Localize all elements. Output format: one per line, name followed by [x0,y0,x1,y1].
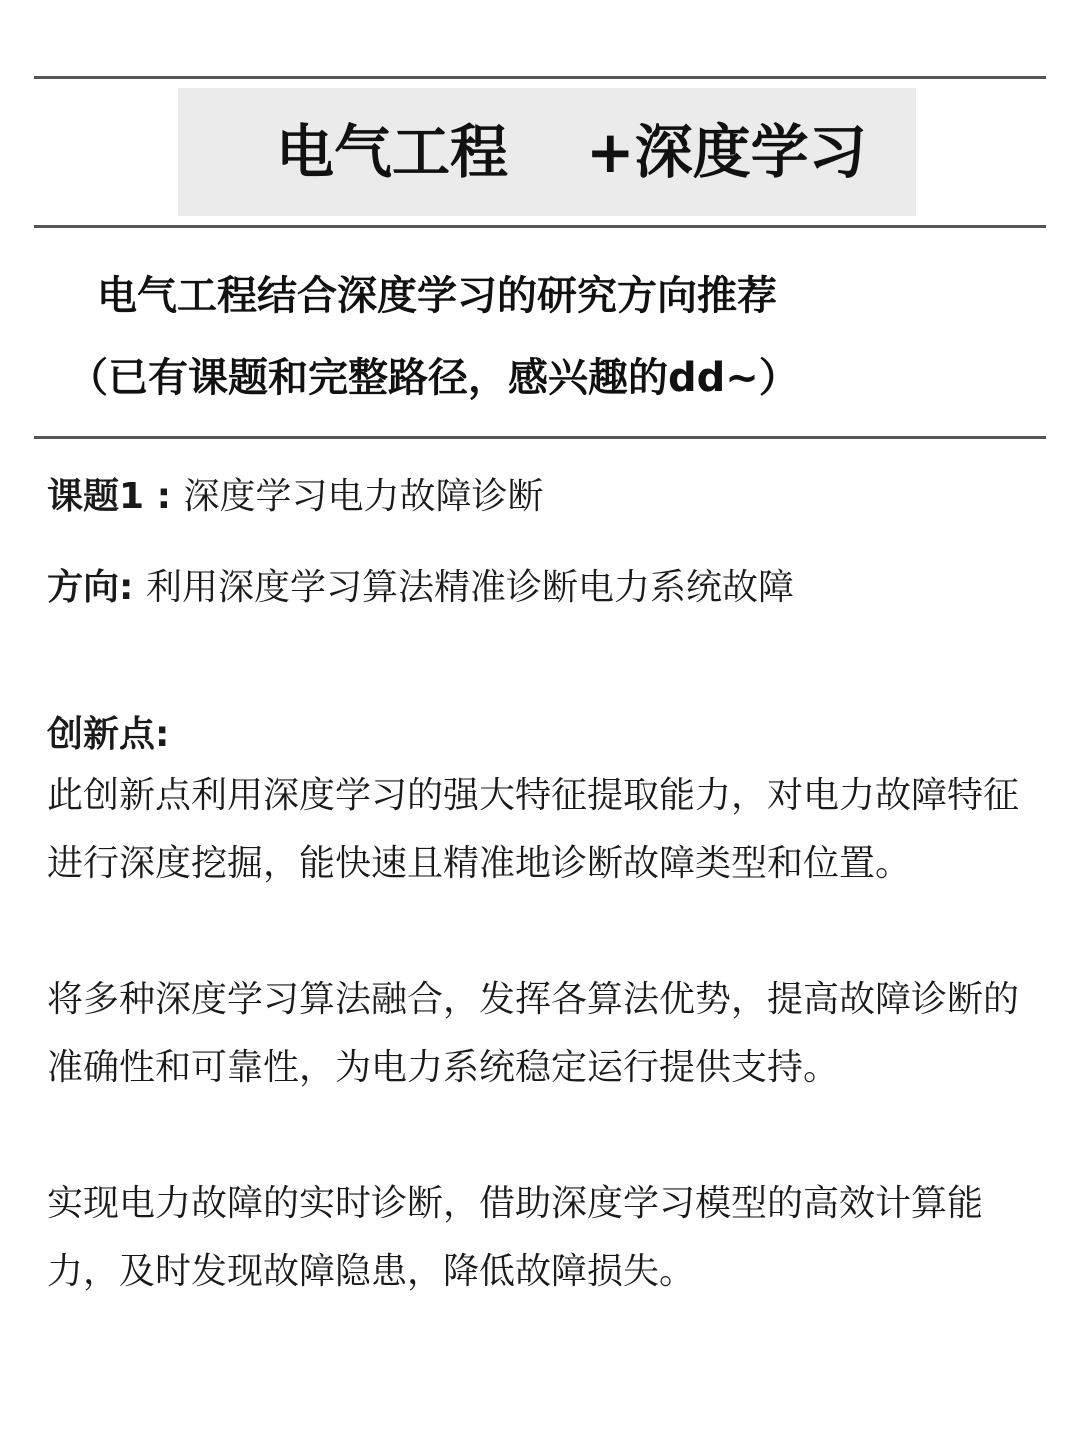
direction-value: 利用深度学习算法精准诊断电力系统故障 [145,567,794,608]
title-suffix: +深度学习 [586,118,867,186]
topic-value: 深度学习电力故障诊断 [183,476,544,517]
innovation-paragraph: 将多种深度学习算法融合，发挥各算法优势，提高故障诊断的准确性和可靠性，为电力系统稳定运行提供支持。 [47,979,1020,1088]
topic-label: 课题1 : [47,476,184,517]
title-main: 电气工程 [276,118,509,186]
innovation-paragraph: 实现电力故障的实时诊断，借助深度学习模型的高效计算能力，及时发现故障隐患，降低故障损失。 [47,1183,984,1292]
subtitle-line-2: （已有课题和完整路径，感兴趣的dd~） [68,355,799,401]
top-divider [34,76,1046,79]
topic-line [47,472,544,522]
innovation-paragraph: 此创新点利用深度学习的强大特征提取能力，对电力故障特征进行深度挖掘，能快速且精准地诊断故障类型和位置。 [47,775,1020,884]
direction-line [47,563,794,613]
direction-label: 方向: [47,567,146,608]
subtitle-line-1: 电气工程结合深度学习的研究方向推荐 [97,273,777,319]
title-banner [178,88,916,216]
section-divider [34,436,1046,439]
title-divider [34,225,1046,228]
innovation-heading: 创新点: [47,714,170,755]
